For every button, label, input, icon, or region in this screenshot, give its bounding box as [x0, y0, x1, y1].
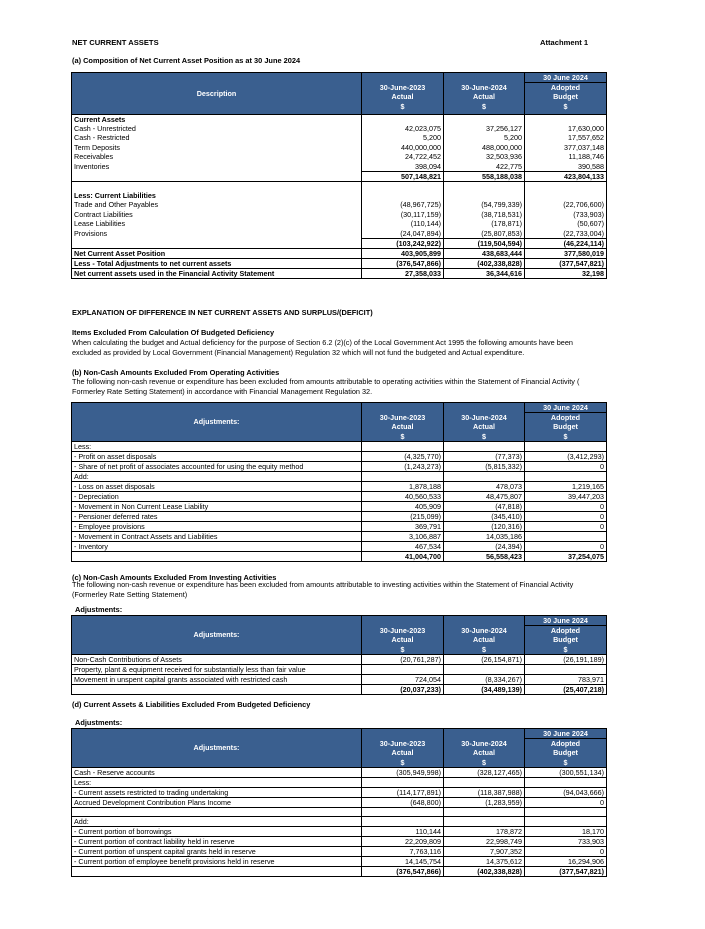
row-value-3: 18,170	[525, 827, 607, 837]
row-value-2: 36,344,616	[444, 268, 525, 278]
row-value-3	[525, 531, 607, 541]
row-value-2: (25,807,853)	[444, 229, 525, 239]
row-label: Lease Liabilities	[72, 219, 362, 229]
row-value-1: (24,047,894)	[362, 229, 444, 239]
row-label: Trade and Other Payables	[72, 200, 362, 210]
table-row	[72, 847, 607, 857]
row-value-2: 7,907,352	[444, 847, 525, 857]
row-label: - Depreciation	[72, 491, 362, 501]
row-value-2: 14,035,186	[444, 531, 525, 541]
section-b-text-line-1: The following non-cash revenue or expenditure has been excluded from amounts attributable to operating activities within the Statement of Financial Activity (	[72, 377, 580, 386]
table-row	[72, 654, 607, 664]
row-value-2: 558,188,038	[444, 171, 525, 181]
row-value-2: 37,256,127	[444, 124, 525, 134]
column-header	[444, 403, 525, 413]
excluded-assets-liabilities-table	[71, 728, 607, 877]
row-label: - Current portion of contract liability held in reserve	[72, 837, 362, 847]
row-value-2	[444, 777, 525, 787]
row-value-2	[444, 817, 525, 827]
col3-adopted: Adopted	[525, 83, 607, 93]
table-row	[72, 827, 607, 837]
totals-row	[72, 248, 607, 258]
row-value-2: 22,998,749	[444, 837, 525, 847]
row-value-1: 24,722,452	[362, 152, 444, 162]
table-row	[72, 767, 607, 777]
column-header: 30 June 2024	[525, 616, 607, 626]
row-value-3: 39,447,203	[525, 491, 607, 501]
row-value-2	[444, 807, 525, 817]
row-value-1: 724,054	[362, 674, 444, 684]
row-label: Provisions	[72, 229, 362, 239]
section-c-text-line-1: The following non-cash revenue or expenditure has been excluded from amounts attributable to investing activities within the Statement of Financial Activity	[72, 580, 574, 589]
total-row	[72, 684, 607, 694]
row-value-1: (215,099)	[362, 511, 444, 521]
row-label: Net Current Asset Position	[72, 248, 362, 258]
section-d-adjustments-label: Adjustments:	[75, 718, 123, 727]
section-c-title: (c) Non-Cash Amounts Excluded From Investing Activities	[72, 573, 277, 582]
row-label: Contract Liabilities	[72, 210, 362, 220]
total-value-3: (25,407,218)	[525, 684, 607, 694]
current-assets-heading	[72, 114, 607, 124]
column-header: $	[444, 758, 525, 768]
row-value-3: (50,607)	[525, 219, 607, 229]
table-row	[72, 491, 607, 501]
row-value-3	[525, 807, 607, 817]
items-text-line-1: When calculating the budget and Actual deficiency for the purpose of Section 6.2 (2)(c) of the Local Government Act 1995 the following amounts have been	[72, 338, 573, 347]
investing-adjustments-table	[71, 615, 607, 695]
column-header: 30-June-2023	[362, 626, 444, 636]
table-row	[72, 664, 607, 674]
row-value-3: 423,804,133	[525, 171, 607, 181]
row-label: - Profit on asset disposals	[72, 451, 362, 461]
table-row	[72, 521, 607, 531]
section-c-text	[72, 580, 612, 600]
row-value-3	[525, 817, 607, 827]
table-row	[72, 162, 607, 172]
column-header: $	[362, 758, 444, 768]
row-value-2: (120,316)	[444, 521, 525, 531]
column-header: $	[362, 645, 444, 655]
row-value-1: (305,949,998)	[362, 767, 444, 777]
table-row	[72, 531, 607, 541]
section-c-text-line-2: (Formerley Rate Setting Statement)	[72, 590, 188, 599]
row-value-3: (26,191,189)	[525, 654, 607, 664]
row-value-3: 1,219,165	[525, 481, 607, 491]
row-value-2: (8,334,267)	[444, 674, 525, 684]
totals-row	[72, 258, 607, 268]
row-label: Inventories	[72, 162, 362, 172]
total-value-1: 41,004,700	[362, 551, 444, 561]
row-value-3: 783,971	[525, 674, 607, 684]
row-value-2: 14,375,612	[444, 857, 525, 867]
row-value-3: 0	[525, 541, 607, 551]
col3-unit: $	[525, 102, 607, 112]
section-b-text-line-2: Formerley Rate Setting Statement) in accordance with Financial Management Regulation 32.	[72, 387, 373, 396]
row-value-2: 178,872	[444, 827, 525, 837]
total-value-2: (402,338,828)	[444, 867, 525, 877]
column-header: Budget	[525, 422, 607, 432]
row-value-3: 11,188,746	[525, 152, 607, 162]
column-header: Budget	[525, 635, 607, 645]
row-value-1: (1,243,273)	[362, 461, 444, 471]
row-value-1: (376,547,866)	[362, 258, 444, 268]
row-value-2: (77,373)	[444, 451, 525, 461]
table-row	[72, 787, 607, 797]
row-label: - Share of net profit of associates accounted for using the equity method	[72, 461, 362, 471]
row-value-1	[362, 441, 444, 451]
adjustments-header: Adjustments:	[72, 616, 362, 655]
column-header: Actual	[444, 748, 525, 758]
row-value-3: 0	[525, 461, 607, 471]
row-label: - Current assets restricted to trading undertaking	[72, 787, 362, 797]
row-label: Net current assets used in the Financial Activity Statement	[72, 268, 362, 278]
row-value-3: (22,733,004)	[525, 229, 607, 239]
row-value-2	[444, 471, 525, 481]
table-row	[72, 441, 607, 451]
row-value-1: 14,145,754	[362, 857, 444, 867]
table-row	[72, 143, 607, 153]
column-header: Actual	[362, 748, 444, 758]
total-value-2: (34,489,139)	[444, 684, 525, 694]
total-value-2: 56,558,423	[444, 551, 525, 561]
row-value-2: 438,683,444	[444, 248, 525, 258]
liabilities-heading	[72, 191, 607, 201]
row-label: Non-Cash Contributions of Assets	[72, 654, 362, 664]
col2-unit: $	[444, 102, 525, 112]
row-value-1	[362, 807, 444, 817]
column-header: Actual	[444, 422, 525, 432]
row-value-2: 48,475,807	[444, 491, 525, 501]
row-value-3: (22,706,600)	[525, 200, 607, 210]
table-row	[72, 674, 607, 684]
row-value-3	[525, 777, 607, 787]
row-value-3: 390,588	[525, 162, 607, 172]
col2-year: 30-June-2024	[444, 83, 525, 93]
row-value-2: (328,127,465)	[444, 767, 525, 777]
operating-adjustments-table	[71, 402, 607, 562]
table-row	[72, 200, 607, 210]
row-value-2: (178,871)	[444, 219, 525, 229]
column-header	[444, 729, 525, 739]
table-row	[72, 451, 607, 461]
row-label: Movement in unspent capital grants associated with restricted cash	[72, 674, 362, 684]
row-value-2	[444, 664, 525, 674]
row-value-1: 369,791	[362, 521, 444, 531]
row-value-3: 0	[525, 511, 607, 521]
row-label: - Movement in Contract Assets and Liabilities	[72, 531, 362, 541]
row-value-2: (54,799,339)	[444, 200, 525, 210]
total-value-3: 37,254,075	[525, 551, 607, 561]
row-label: - Movement in Non Current Lease Liability	[72, 501, 362, 511]
header-row	[72, 729, 607, 739]
total-row	[72, 551, 607, 561]
row-value-3: (733,903)	[525, 210, 607, 220]
column-header: $	[525, 645, 607, 655]
explanation-title: EXPLANATION OF DIFFERENCE IN NET CURRENT ASSETS AND SURPLUS/(DEFICIT)	[72, 308, 373, 317]
column-header: Budget	[525, 748, 607, 758]
row-value-3: (46,224,114)	[525, 238, 607, 248]
column-header	[444, 616, 525, 626]
current-assets-total-row	[72, 171, 607, 181]
column-header: 30-June-2024	[444, 626, 525, 636]
column-header: Adopted	[525, 413, 607, 423]
row-label: Receivables	[72, 152, 362, 162]
table-row	[72, 501, 607, 511]
column-header: $	[444, 432, 525, 442]
row-value-2: 478,073	[444, 481, 525, 491]
row-value-2	[444, 181, 525, 191]
net-current-assets-table	[71, 72, 607, 279]
column-header: Actual	[362, 635, 444, 645]
row-label: - Current portion of borrowings	[72, 827, 362, 837]
row-value-2: (26,154,871)	[444, 654, 525, 664]
row-value-1: 42,023,075	[362, 124, 444, 134]
column-header	[362, 729, 444, 739]
row-label: Less: Current Liabilities	[72, 191, 362, 201]
row-value-1: 7,763,116	[362, 847, 444, 857]
section-d-title: (d) Current Assets & Liabilities Excluded From Budgeted Deficiency	[72, 700, 311, 709]
row-value-3: (377,547,821)	[525, 258, 607, 268]
row-value-2: (345,410)	[444, 511, 525, 521]
row-value-3	[525, 191, 607, 201]
row-label: Cash - Restricted	[72, 133, 362, 143]
column-header: $	[362, 432, 444, 442]
items-excluded-text	[72, 338, 612, 358]
total-value-1: (20,037,233)	[362, 684, 444, 694]
row-value-1	[362, 664, 444, 674]
row-value-3	[525, 664, 607, 674]
liabilities-total-row	[72, 238, 607, 248]
row-value-1: (648,800)	[362, 797, 444, 807]
row-value-3: 16,294,906	[525, 857, 607, 867]
row-label	[72, 684, 362, 694]
column-header: 30-June-2024	[444, 739, 525, 749]
table-row	[72, 229, 607, 239]
table-row	[72, 210, 607, 220]
row-value-1: 110,144	[362, 827, 444, 837]
row-value-1: 440,000,000	[362, 143, 444, 153]
row-value-3: (3,412,293)	[525, 451, 607, 461]
row-value-2: (1,283,959)	[444, 797, 525, 807]
row-value-3: 733,903	[525, 837, 607, 847]
table-row	[72, 541, 607, 551]
row-value-1: 3,106,887	[362, 531, 444, 541]
row-label: - Inventory	[72, 541, 362, 551]
row-value-3: 0	[525, 847, 607, 857]
items-excluded-title: Items Excluded From Calculation Of Budgeted Deficiency	[72, 328, 275, 337]
section-b-title: (b) Non-Cash Amounts Excluded From Operating Activities	[72, 368, 280, 377]
column-header	[362, 616, 444, 626]
column-header: Adopted	[525, 739, 607, 749]
column-header: 30 June 2024	[525, 403, 607, 413]
table-row	[72, 481, 607, 491]
row-value-2: (5,815,332)	[444, 461, 525, 471]
row-label	[72, 171, 362, 181]
row-value-2: (24,394)	[444, 541, 525, 551]
row-label	[72, 551, 362, 561]
row-value-2: (402,338,828)	[444, 258, 525, 268]
row-label: Term Deposits	[72, 143, 362, 153]
table-row	[72, 124, 607, 134]
row-value-1: 22,209,809	[362, 837, 444, 847]
row-value-1: 467,534	[362, 541, 444, 551]
section-b-text	[72, 377, 612, 397]
row-label: Accrued Development Contribution Plans Income	[72, 797, 362, 807]
row-label	[72, 807, 362, 817]
column-header: 30-June-2023	[362, 413, 444, 423]
row-label: - Loss on asset disposals	[72, 481, 362, 491]
table-row	[72, 511, 607, 521]
row-label: - Current portion of employee benefit provisions held in reserve	[72, 857, 362, 867]
description-header: Description	[72, 73, 362, 115]
header-row	[72, 403, 607, 413]
column-header: Actual	[444, 635, 525, 645]
row-value-3: 377,037,148	[525, 143, 607, 153]
row-value-1: (4,325,770)	[362, 451, 444, 461]
row-label: Add:	[72, 817, 362, 827]
row-value-3: 0	[525, 501, 607, 511]
row-value-1: (30,117,159)	[362, 210, 444, 220]
row-value-1	[362, 777, 444, 787]
row-value-1: (48,967,725)	[362, 200, 444, 210]
header-row	[72, 616, 607, 626]
row-value-2: 488,000,000	[444, 143, 525, 153]
row-value-2: (38,718,531)	[444, 210, 525, 220]
table-row	[72, 471, 607, 481]
row-value-2: (119,504,594)	[444, 238, 525, 248]
row-value-1: (114,177,891)	[362, 787, 444, 797]
total-row	[72, 867, 607, 877]
row-value-1: (110,144)	[362, 219, 444, 229]
row-value-2: 32,503,936	[444, 152, 525, 162]
adjustments-header: Adjustments:	[72, 403, 362, 442]
column-header: 30-June-2023	[362, 739, 444, 749]
row-label: - Current portion of unspent capital grants held in reserve	[72, 847, 362, 857]
column-header: 30-June-2024	[444, 413, 525, 423]
row-value-3	[525, 181, 607, 191]
row-value-3	[525, 441, 607, 451]
row-value-1: 5,200	[362, 133, 444, 143]
row-label	[72, 867, 362, 877]
row-value-1	[362, 471, 444, 481]
col1-type: Actual	[362, 92, 444, 102]
row-label	[72, 181, 362, 191]
row-value-1: 1,878,188	[362, 481, 444, 491]
attachment-label: Attachment 1	[540, 38, 589, 47]
col2-type: Actual	[444, 92, 525, 102]
total-value-3: (377,547,821)	[525, 867, 607, 877]
col1-unit: $	[362, 102, 444, 112]
table-row	[72, 181, 607, 191]
column-header: $	[525, 758, 607, 768]
section-a-title: (a) Composition of Net Current Asset Position as at 30 June 2024	[72, 56, 301, 65]
totals-row	[72, 268, 607, 278]
row-value-2	[444, 441, 525, 451]
row-value-2: (118,387,988)	[444, 787, 525, 797]
row-value-3: 0	[525, 797, 607, 807]
row-value-3: 377,580,019	[525, 248, 607, 258]
row-value-3: (94,043,666)	[525, 787, 607, 797]
row-value-3: 0	[525, 521, 607, 531]
row-value-2: 422,775	[444, 162, 525, 172]
row-value-1	[362, 181, 444, 191]
col3-type: Budget	[525, 92, 607, 102]
table-row	[72, 777, 607, 787]
row-value-2	[444, 191, 525, 201]
budget-year-header: 30 June 2024	[525, 73, 607, 83]
row-value-2: (47,818)	[444, 501, 525, 511]
page-title: NET CURRENT ASSETS	[72, 38, 159, 47]
items-text-line-2: excluded as provided by Local Government (Financial Management) Regulation 32 which will not fund the budgeted and Actual expenditure.	[72, 348, 525, 357]
row-value-2: 5,200	[444, 133, 525, 143]
row-label: Property, plant & equipment received for substantially less than fair value	[72, 664, 362, 674]
row-label: - Pensioner deferred rates	[72, 511, 362, 521]
table-row	[72, 797, 607, 807]
table-row	[72, 152, 607, 162]
table-row	[72, 817, 607, 827]
table-row	[72, 219, 607, 229]
table-row	[72, 461, 607, 471]
row-label: Current Assets	[72, 114, 362, 124]
row-value-3: 17,630,000	[525, 124, 607, 134]
row-value-1	[362, 191, 444, 201]
row-label: Add:	[72, 471, 362, 481]
row-value-1: 405,909	[362, 501, 444, 511]
row-value-3: 32,198	[525, 268, 607, 278]
column-header: Actual	[362, 422, 444, 432]
adjustments-header: Adjustments:	[72, 729, 362, 768]
row-value-1	[362, 114, 444, 124]
section-c-adjustments-label: Adjustments:	[75, 605, 123, 614]
table-row	[72, 837, 607, 847]
row-label: Cash - Unrestricted	[72, 124, 362, 134]
row-value-3: (300,551,134)	[525, 767, 607, 777]
column-header: $	[525, 432, 607, 442]
row-value-2	[444, 114, 525, 124]
row-value-3	[525, 114, 607, 124]
row-label: Less:	[72, 777, 362, 787]
row-label: Less:	[72, 441, 362, 451]
row-value-3	[525, 471, 607, 481]
column-header: $	[444, 645, 525, 655]
row-value-3: 17,557,652	[525, 133, 607, 143]
row-value-1: 27,358,033	[362, 268, 444, 278]
row-value-1: 398,094	[362, 162, 444, 172]
row-value-1	[362, 817, 444, 827]
row-value-1: 507,148,821	[362, 171, 444, 181]
table-row	[72, 133, 607, 143]
col1-year: 30-June-2023	[362, 83, 444, 93]
column-header: Adopted	[525, 626, 607, 636]
table-row	[72, 807, 607, 817]
row-label: Cash - Reserve accounts	[72, 767, 362, 777]
total-value-1: (376,547,866)	[362, 867, 444, 877]
column-header: 30 June 2024	[525, 729, 607, 739]
row-label	[72, 238, 362, 248]
row-value-1: (20,761,287)	[362, 654, 444, 664]
row-value-1: (103,242,922)	[362, 238, 444, 248]
row-value-1: 403,905,899	[362, 248, 444, 258]
row-label: Less - Total Adjustments to net current assets	[72, 258, 362, 268]
column-header	[362, 403, 444, 413]
row-value-1: 40,560,533	[362, 491, 444, 501]
table-row	[72, 857, 607, 867]
row-label: - Employee provisions	[72, 521, 362, 531]
